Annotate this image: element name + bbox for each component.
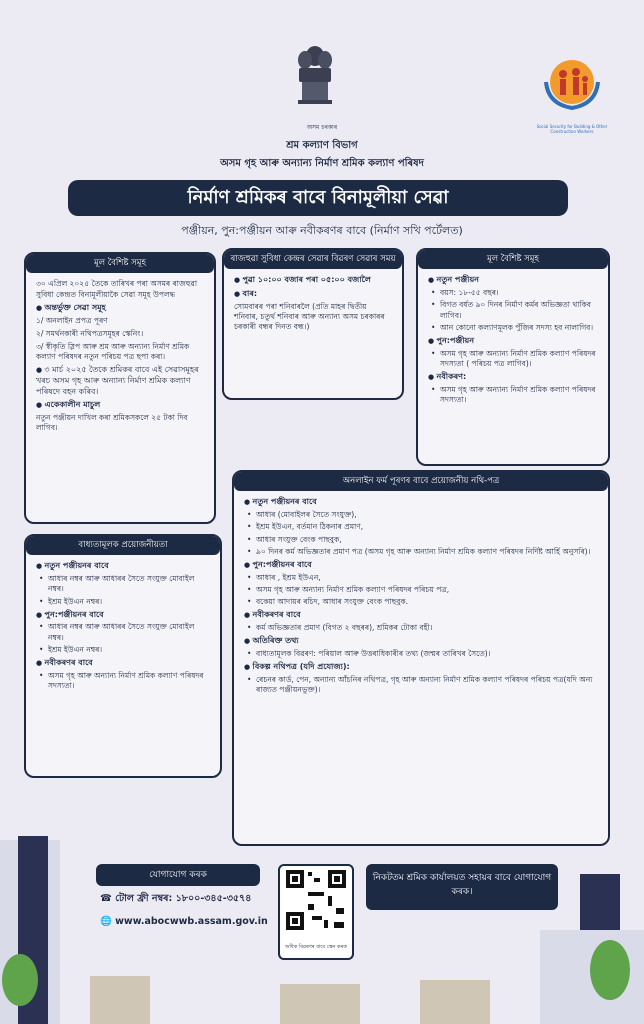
- service-hours: ● পুৱা ১০:০০ বজাৰ পৰা ০৫:০০ বজালৈ: [234, 275, 392, 286]
- logo-caption: Social Security for Building & Other Construction Workers: [536, 124, 608, 134]
- re-registration-heading: ● পুন:পঞ্জীয়ন: [428, 336, 598, 347]
- cost-note: ● ৩ মাৰ্চ ২০২৫ তৈকে শ্ৰমিকৰ বাবে এই সেৱাসমূহৰ খৰচ অসম গৃহ আৰু অন্যান্য নিৰ্মাণ শ্ৰমিক কল্যাণ পৰিষদে বহন কৰিব।: [36, 365, 204, 397]
- website-text: www.abocwwb.assam.gov.in: [115, 916, 268, 927]
- list-item: • ইশ্ৰম ইউএন নম্বৰ।: [36, 597, 210, 607]
- fee-heading: ● একেকালীন মাচুল: [36, 400, 204, 411]
- new-registration-heading: ● নতুন পঞ্জীয়ন: [428, 275, 598, 286]
- list-item: • বাধ্যতামূলক বিৱৰণ: পৰিয়াল আৰু উত্তৰাধিকাৰীৰ তথ্য (জন্মৰ তাৰিখৰ সৈতে)।: [244, 649, 598, 659]
- key-features-box: [24, 252, 216, 524]
- list-item: • বকেয়া আদায়ৰ ৰচিদ, আধাৰ সংযুক্ত বেংক পাছবুক.: [244, 597, 598, 607]
- renewal-heading: ● নবীকৰণ:: [428, 372, 598, 383]
- state-emblem-icon: [290, 40, 340, 120]
- list-item: • অসম গৃহ আৰু অন্যান্য নিৰ্মাণ শ্ৰমিক কল্যাণ পৰিষদৰ পৰিচয় পত্ৰ,: [244, 585, 598, 595]
- eligibility-box: [416, 248, 610, 466]
- new-registration-heading: ● নতুন পঞ্জীয়নৰ বাবে: [36, 561, 210, 572]
- box-title: বাধ্যতামূলক প্ৰয়োজনীয়তা: [26, 536, 220, 555]
- list-item: • আন কোনো কল্যাণমূলক পুঁজিৰ সদস্য হব নালাগিব।: [428, 323, 598, 333]
- renewal-heading: ● নবীকৰণৰ বাবে: [244, 610, 598, 621]
- days-heading: ● বাৰ:: [234, 289, 392, 300]
- box-title: ৰাজহুৱা সুবিধা কেন্দ্ৰৰ সেৱাৰ বিৱৰণ সেৱাৰ সময়: [224, 250, 402, 269]
- optional-docs-heading: ● বিকল্প নথিপত্ৰ (যদি প্ৰযোজ্য):: [244, 662, 598, 673]
- box-title: অনলাইন ফৰ্ম পূৰণৰ বাবে প্ৰয়োজনীয় নথি-পত্ৰ: [234, 472, 608, 491]
- page-title: নিৰ্মাণ শ্ৰমিকৰ বাবে বিনামূলীয়া সেৱা: [68, 180, 568, 216]
- list-item: • অসম গৃহ আৰু অন্যান্য নিৰ্মাণ শ্ৰমিক কল্যাণ পৰিষদৰ সদস্যতা।: [36, 671, 210, 691]
- service-timing-box: [222, 248, 404, 400]
- list-item: • আধাৰ নম্বৰ আৰু আধাৰৰ সৈতে সংযুক্ত মোবাইল নম্বৰ।: [36, 622, 210, 642]
- service-item: ২/ সমৰ্থনকাৰী নথিপত্ৰসমূহৰ স্কেনিং।: [36, 328, 144, 338]
- list-item: • ৰেচনৰ কাৰ্ড, পেন, অন্যান্য আঁচনিৰ নথিপত্ৰ, গৃহ আৰু অন্যান্য নিৰ্মাণ শ্ৰমিক কল্যাণ পৰিষদৰ পৰিচয় পত্ৰ(যদি অন্য ৰাজ্যত পঞ্জীয়নভুক্ত)।: [244, 675, 598, 695]
- list-item: • ইশ্ৰম ইউএন, বৰ্তমান ঠিকনাৰ প্ৰমাণ,: [244, 522, 598, 532]
- service-item: ৩/ স্বীকৃতি স্লিপ আৰু শ্ৰম আৰু অন্যান্য নিৰ্মাণ শ্ৰমিক কল্যাণ পৰিষদৰ নতুন পৰিচয় পত্ৰ ছপা কৰা।: [36, 341, 190, 361]
- box-title: মূল বৈশিষ্ট সমূহ: [418, 250, 608, 269]
- fee-text: নতুন পঞ্জীয়ন দাখিল কৰা শ্ৰমিকসকলে ২৫ টকা দিব লাগিব।: [36, 413, 188, 433]
- box-title: মূল বৈশিষ্ট সমূহ: [26, 254, 214, 273]
- toll-free-text: টোল ফ্ৰী নম্বৰ: ১৮০০-৩৪৫-৩৫৭৪: [115, 893, 252, 904]
- list-item: • কৰ্ম অভিজ্ঞতাৰ প্ৰমাণ (বিগত ২ বছৰৰ), শ্ৰমিকৰ টোকা বহী।: [244, 623, 598, 633]
- welfare-board-logo-icon: [536, 52, 608, 124]
- list-item: • বয়স: ১৮-৫৫ বছৰ।: [428, 288, 598, 298]
- list-item: • ইশ্ৰম ইউএন নম্বৰ।: [36, 645, 210, 655]
- list-item: • অসম গৃহ আৰু অন্যান্য নিৰ্মাণ শ্ৰমিক কল্যাণ পৰিষদৰ সদস্যতা ( পৰিচয় পত্ৰ লাগিব)।: [428, 349, 598, 369]
- department-name: শ্ৰম কল্যাণ বিভাগ: [286, 140, 358, 151]
- qr-caption: অধিক বিৱৰণৰ বাবে স্কেন কৰক: [285, 944, 347, 950]
- toll-free-number[interactable]: [100, 892, 251, 907]
- intro-text: ৩০ এপ্ৰিল ২০২৫ তৈকে তাৰিখৰ পৰা অসমৰ ৰাজহুৱা সুবিধা কেন্দ্ৰত বিনামূলীয়াকৈ সেৱা সমূহ উপলদ্ধ: [36, 279, 198, 299]
- list-item: • অসম গৃহ আৰু অন্যান্য নিৰ্মাণ শ্ৰমিক কল্যাণ পৰিষদৰ সদস্যতা।: [428, 385, 598, 405]
- service-item: ১/ অনলাইন প্ৰপত্ৰ পূৰণ: [36, 315, 108, 325]
- list-item: • আধাৰ নম্বৰ আৰু আধাৰৰ সৈতে সংযুক্ত মোবাইল নম্বৰ।: [36, 574, 210, 594]
- extra-info-heading: ● অতিৰিক্ত তথ্য: [244, 636, 598, 647]
- services-heading: ● অন্তৰ্ভুক্ত সেৱা সমূহ: [36, 303, 204, 314]
- emblem-caption: অসম চৰকাৰ: [306, 124, 338, 131]
- mandatory-requirements-box: [24, 534, 222, 778]
- list-item: • বিগত বৰ্ষত ৯০ দিনৰ নিৰ্মাণ কৰ্মৰ অভিজ্ঞতা থাকিব লাগিব।: [428, 300, 598, 320]
- page-subtitle: পঞ্জীয়ন, পুন:পঞ্জীয়ন আৰু নবীকৰণৰ বাবে (নিৰ্মাণ সখি পৰ্টেলত): [181, 224, 463, 237]
- list-item: • আধাৰ (মোবাইলৰ সৈতে সংযুক্ত),: [244, 510, 598, 520]
- list-item: • আধাৰ , ইশ্ৰম ইউএন,: [244, 573, 598, 583]
- contact-label: যোগাযোগ কৰক: [96, 864, 260, 886]
- phone-icon: ☎: [100, 893, 116, 904]
- new-registration-heading: ● নতুন পঞ্জীয়নৰ বাবে: [244, 497, 598, 508]
- list-item: • ৯০ দিনৰ কৰ্ম অভিজ্ঞতাৰ প্ৰমাণ পত্ৰ (অসম গৃহ আৰু অন্যান্য নিৰ্মাণ শ্ৰমিক কল্যাণ পৰিষদৰ নিৰ্দিষ্ট আৰ্হি অনুসৰি)।: [244, 547, 598, 557]
- re-registration-heading: ● পুন:পঞ্জীয়নৰ বাবে: [36, 610, 210, 621]
- list-item: • আধাৰ সংযুক্ত বেংক পাছবুক,: [244, 535, 598, 545]
- days-text: সোমবাৰৰ পৰা শনিবাৰলৈ (প্ৰতি মাহৰ দ্বিতীয় শনিবাৰ, চতুৰ্থ শনিবাৰ আৰু অন্যান্য অসম চৰকাৰৰ চৰকাৰী বন্ধৰ দিনত বন্ধ।): [234, 302, 385, 332]
- qr-code-icon: [284, 868, 348, 932]
- globe-icon: 🌐: [100, 916, 116, 927]
- nearest-office-note: নিকটতম শ্ৰমিক কাৰ্যালয়ত সহায়ৰ বাবে যোগাযোগ কৰক।: [366, 864, 558, 910]
- renewal-heading: ● নবীকৰণৰ বাবে: [36, 658, 210, 669]
- re-registration-heading: ● পুন:পঞ্জীয়নৰ বাবে: [244, 560, 598, 571]
- board-name: অসম গৃহ আৰু অন্যান্য নিৰ্মাণ শ্ৰমিক কল্যাণ পৰিষদ: [220, 158, 424, 169]
- website-link[interactable]: [100, 916, 268, 927]
